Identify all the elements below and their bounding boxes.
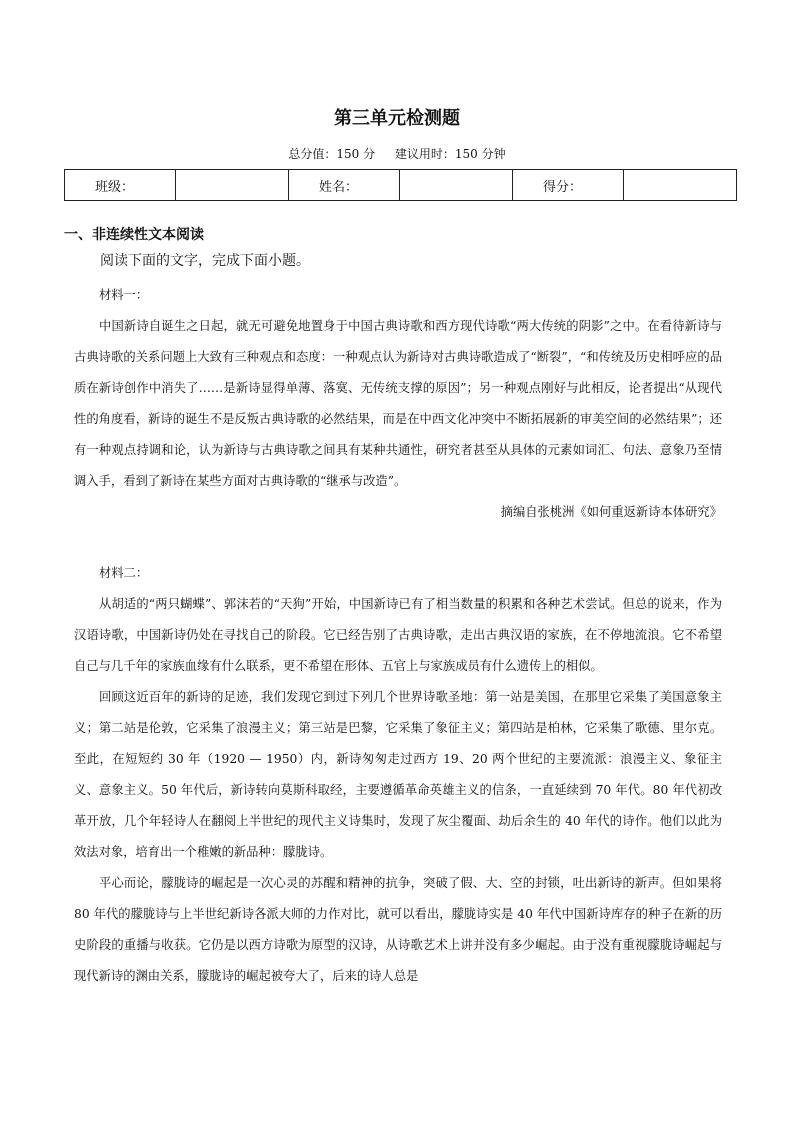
name-field[interactable] [400,170,513,201]
exam-meta [0,145,794,162]
material-two-paragraph-3: 平心而论，朦胧诗的崛起是一次心灵的苏醒和精神的抗争，突破了假、大、空的封锁，吐出新诗的新声。但如果将 80 年代的朦胧诗与上半世纪新诗各派大师的力作对比，就可以看出，朦胧诗实是 40 年代中国新诗库存的种子在新的历史阶段的重播与收获。它仍是以西方诗歌为原型的汉诗，从诗歌艺术上讲并没有多少崛起。由于没有重视朦胧诗崛起与现代新诗的渊由关系，朦胧诗的崛起被夸大了，后来的诗人总是 [74,876,722,983]
score-field[interactable] [624,170,737,201]
page-title: 第三单元检测题 [334,108,460,129]
material-one [74,280,722,528]
student-info-table [64,169,737,201]
score-label: 得分： [513,170,624,201]
class-field[interactable] [176,170,289,201]
material-one-text: 中国新诗自诞生之日起，就无可避免地置身于中国古典诗歌和西方现代诗歌“两大传统的阴影”之中。在看待新诗与古典诗歌的关系问题上大致有三种观点和态度：一种观点认为新诗对古典诗歌造成了“断裂”，“和传统及历史相呼应的品质在新诗创作中消失了……是新诗显得单薄、落寞、无传统支撑的原因”；另一种观点刚好与此相反，论者提出“从现代性的角度看，新诗的诞生不是反叛古典诗歌的必然结果，而是在中西文化冲突中不断拓展新的审美空间的必然结果”；还有一种观点持调和论，认为新诗与古典诗歌之间具有某种共通性，研究者甚至从具体的元素如词汇、句法、意象乃至情调入手，看到了新诗在某些方面对古典诗歌的“继承与改造”。 [74,319,722,488]
material-two-paragraph-2: 回顾这近百年的新诗的足迹，我们发现它到过下列几个世界诗歌圣地：第一站是美国，在那里它采集了美国意象主义；第二站是伦敦，它采集了浪漫主义；第三站是巴黎，它采集了象征主义；第四站是柏林，它采集了歌德、里尔克。至此，在短短约 30 年（1920 — 1950）内，新诗匆匆走过西方 19、20 两个世纪的主要流派：浪漫主义、象征主义、意象主义。50 年代后，新诗转向莫斯科取经，主要遵循革命英雄主义的信条，一直延续到 70 年代。80 年代初改革开放，几个年轻诗人在翻阅上半世纪的现代主义诗集时，发现了灰尘覆面、劫后余生的 40 年代的诗作。他们以此为效法对象，培育出一个稚嫩的新品种：朦胧诗。 [74,690,722,859]
name-label: 姓名： [289,170,400,201]
material-two [74,558,722,992]
material-one-source: 摘编自张桃洲《如何重返新诗本体研究》 [500,505,722,519]
material-one-label: 材料一： [99,288,149,302]
total-score: 总分值：150 分 [288,147,376,161]
suggested-time: 建议用时：150 分钟 [394,147,506,161]
section-instruction: 阅读下面的文字，完成下面小题。 [100,253,310,269]
section-heading: 一、非连续性文本阅读 [64,227,204,243]
material-two-label: 材料二： [99,566,149,580]
material-two-paragraph-1: 从胡适的“两只蝴蝶”、郭沫若的“天狗”开始，中国新诗已有了相当数量的积累和各种艺术尝试。但总的说来，作为汉语诗歌，中国新诗仍处在寻找自己的阶段。它已经告别了古典诗歌，走出古典汉语的家族，在不停地流浪。它不希望自己与几千年的家族血缘有什么联系，更不希望在形体、五官上与家族成员有什么遗传上的相似。 [74,597,722,673]
class-label: 班级： [65,170,176,201]
